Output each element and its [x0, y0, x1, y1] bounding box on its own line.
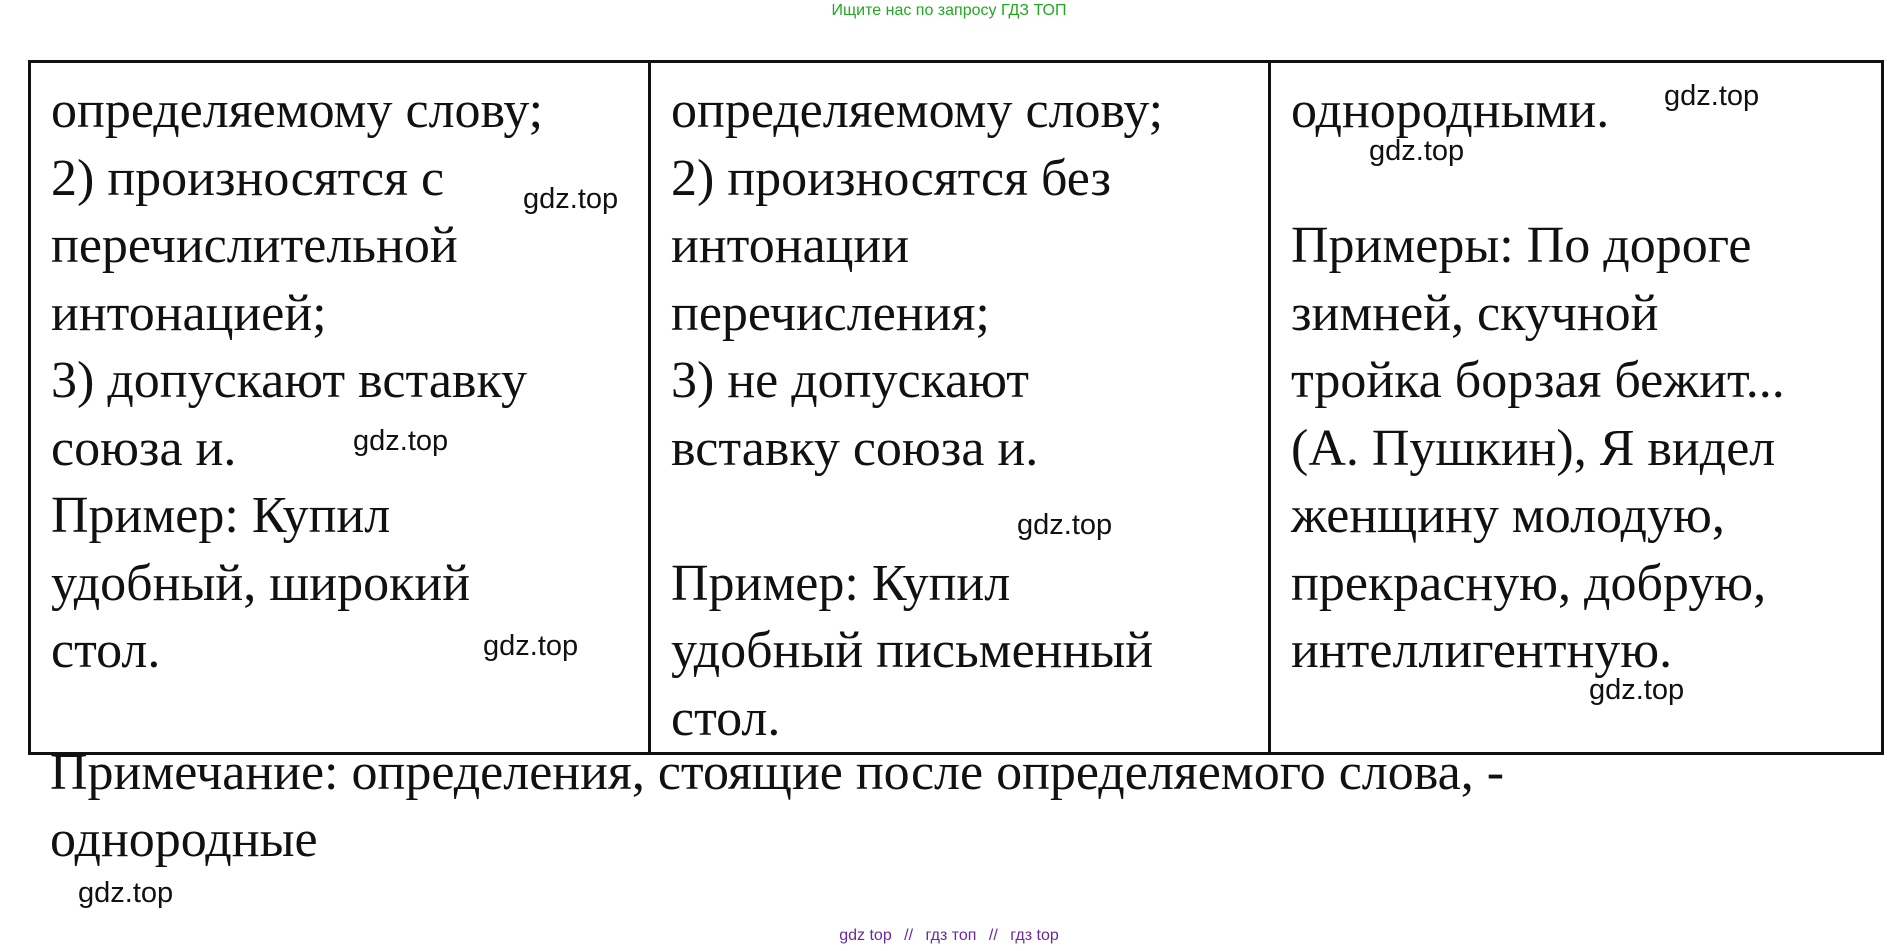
cell-example-line: (А. Пушкин), Я видел: [1291, 419, 1776, 477]
cell-line: интонацией;: [51, 284, 327, 342]
cell-example-line: прекрасную, добрую,: [1291, 554, 1767, 612]
cell-line: 3) не допускают: [671, 352, 1030, 409]
cell-example-line: зимней, скучной: [1291, 284, 1659, 342]
footer-separator: //: [904, 927, 914, 944]
watermark: gdz.top: [78, 877, 174, 909]
cell-example-line: тройка борзая бежит...: [1291, 352, 1785, 409]
watermark: gdz.top: [483, 630, 579, 662]
top-banner: Ищите нас по запросу ГДЗ ТОП: [831, 2, 1067, 19]
cell-line: вставку союза и.: [671, 419, 1039, 477]
watermark: gdz.top: [1664, 80, 1760, 112]
cell-line: 2) произносятся с: [51, 149, 445, 207]
note-line: Примечание: определения, стоящие после определяемого слова, -: [50, 744, 1505, 801]
cell-line: определяемому слову;: [671, 82, 1164, 139]
table-row: [30, 62, 1883, 754]
definitions-table: [28, 60, 1884, 755]
cell-line: союза и.: [51, 419, 237, 477]
note-paragraph: [50, 739, 1504, 873]
watermark: gdz.top: [1017, 509, 1113, 541]
table-cell-non-homogeneous-vs-homogeneous: [30, 62, 650, 754]
table-cell-homogeneous: [1270, 62, 1883, 754]
cell-gap: [671, 482, 1268, 550]
cell-example-line: Пример: Купил: [671, 554, 1011, 612]
cell-example-line: стол.: [671, 689, 781, 747]
note-line: однородные: [50, 811, 318, 868]
cell-example-line: удобный, широкий: [51, 554, 471, 612]
watermark: gdz.top: [353, 425, 449, 457]
cell-line: определяемому слову;: [51, 82, 544, 139]
footer-separator: //: [988, 927, 998, 944]
footer-link[interactable]: гдз top: [1010, 927, 1059, 944]
footer-link[interactable]: gdz top: [839, 927, 892, 944]
cell-example-line: женщину молодую,: [1291, 487, 1725, 544]
watermark: gdz.top: [1369, 135, 1465, 167]
cell-example-line: стол.: [51, 622, 161, 679]
cell-line: 3) допускают вставку: [51, 352, 527, 409]
cell-example-line: Пример: Купил: [51, 487, 391, 544]
table-cell-non-homogeneous: [650, 62, 1270, 754]
cell-line: однородными.: [1291, 82, 1610, 139]
cell-line: перечислительной: [51, 217, 458, 274]
cell-example-line: удобный письменный: [671, 622, 1154, 679]
footer-links: [0, 926, 1898, 946]
watermark: gdz.top: [523, 183, 619, 215]
cell-line: 2) произносятся без: [671, 149, 1112, 207]
cell-line: интонации: [671, 217, 910, 274]
watermark: gdz.top: [1589, 674, 1685, 706]
footer-link[interactable]: гдз топ: [925, 927, 977, 944]
cell-example-line: Примеры: По дороге: [1291, 217, 1752, 274]
cell-line: перечисления;: [671, 284, 990, 342]
cell-example-line: интеллигентную.: [1291, 622, 1673, 679]
